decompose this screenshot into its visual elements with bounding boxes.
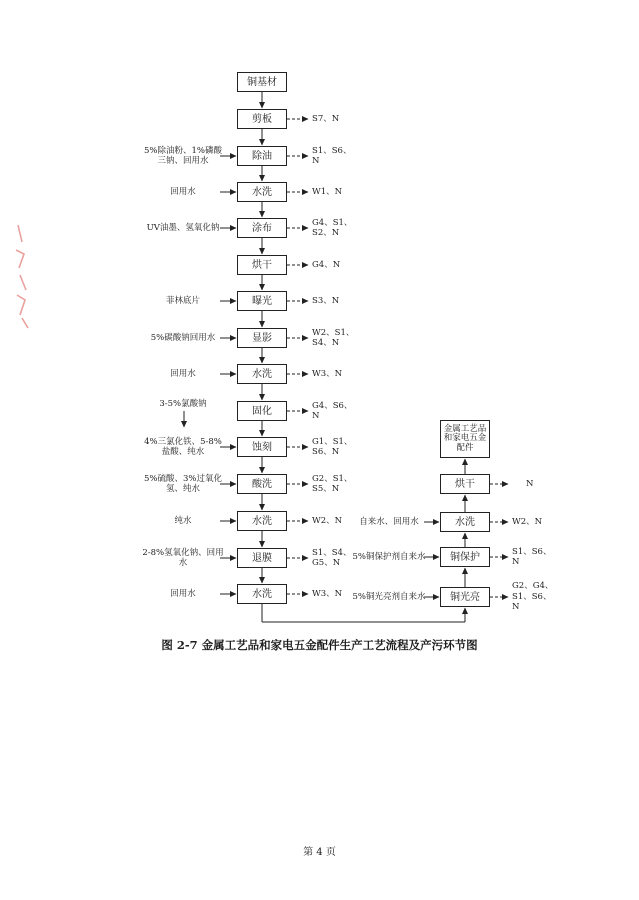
input-materials: 5%铜保护剂自来水	[352, 551, 426, 562]
main-step-box	[237, 474, 287, 494]
main-step-box	[237, 182, 287, 202]
pollutant-output: W1、N	[312, 186, 343, 197]
pollutant-output: S3、N	[312, 295, 340, 306]
step-label: 水洗	[252, 588, 272, 600]
step-label: 水洗	[252, 186, 272, 198]
step-label: 铜基材	[247, 76, 277, 88]
step-label: 曝光	[252, 295, 272, 307]
main-step-box	[237, 401, 287, 421]
pollutant-output: W2、N	[312, 515, 343, 526]
step-label: 酸洗	[252, 478, 272, 490]
pollutant-output: S7、N	[312, 113, 340, 124]
input-materials: 2-8%氢氧化钠、回用水	[142, 547, 224, 569]
step-label: 剪板	[252, 113, 272, 125]
pollutant-output: N	[526, 478, 534, 489]
input-materials: 5%碳酸钠回用水	[150, 332, 216, 343]
pollutant-output: S1、S4、G5、N	[312, 547, 352, 569]
main-step-box	[237, 364, 287, 384]
step-label: 退膜	[252, 552, 272, 564]
pollutant-output: G4、N	[312, 259, 341, 270]
input-materials: 5%铜光亮剂自来水	[352, 591, 426, 602]
step-label: 固化	[252, 405, 272, 417]
right-step-box	[440, 512, 490, 532]
input-materials: 3-5%氯酸钠	[159, 399, 207, 409]
input-materials: 回用水	[170, 368, 196, 379]
main-step-box	[237, 584, 287, 604]
pollutant-output: W3、N	[312, 368, 343, 379]
input-materials: 4%三氯化铁、5-8%盐酸、纯水	[144, 436, 222, 458]
step-label: 烘干	[455, 478, 475, 490]
main-step-box	[237, 72, 287, 92]
main-step-box	[237, 109, 287, 129]
input-materials: 菲林底片	[165, 295, 200, 306]
input-materials: 回用水	[170, 588, 196, 599]
right-step-box	[440, 587, 490, 607]
input-materials: 纯水	[174, 515, 192, 526]
step-label: 蚀刻	[252, 441, 272, 453]
pollutant-output: G2、G4、S1、S6、N	[512, 581, 554, 613]
pollutant-output: G4、S6、N	[312, 400, 353, 422]
main-step-box	[237, 511, 287, 531]
main-step-box	[237, 291, 287, 311]
pollutant-output: S1、S6、N	[512, 546, 552, 568]
step-label: 涂布	[252, 222, 272, 234]
pollutant-output: W3、N	[312, 588, 343, 599]
right-step-box	[440, 474, 490, 494]
input-materials: 5%硫酸、3%过氧化氢、纯水	[144, 473, 222, 495]
step-label: 水洗	[252, 368, 272, 380]
step-label: 烘干	[252, 259, 272, 271]
final-product-box	[440, 420, 490, 458]
step-label: 铜光亮	[450, 591, 480, 603]
main-step-box	[237, 255, 287, 275]
pollutant-output: W2、N	[512, 516, 543, 527]
main-step-box	[237, 328, 287, 348]
step-label: 水洗	[252, 515, 272, 527]
input-materials: 5%除油粉、1%磷酸三钠、回用水	[144, 145, 222, 167]
main-step-box	[237, 437, 287, 457]
step-label: 除油	[252, 150, 272, 162]
page-number: 第 4 页	[303, 847, 336, 858]
input-materials: 自来水、回用水	[359, 516, 419, 527]
pollutant-output: G4、S1、S2、N	[312, 217, 353, 239]
pollutant-output: G2、S1、S5、N	[312, 473, 353, 495]
red-stamp-mark	[10, 220, 40, 330]
main-step-box	[237, 146, 287, 166]
product-label: 金属工艺品和家电五金配件	[443, 423, 487, 453]
input-materials: 回用水	[170, 186, 196, 197]
figure-caption: 图 2-7 金属工艺品和家电五金配件生产工艺流程及产污环节图	[161, 638, 478, 652]
pollutant-output: S1、S6、N	[312, 145, 352, 167]
step-label: 显影	[252, 332, 272, 344]
main-step-box	[237, 548, 287, 568]
main-step-box	[237, 218, 287, 238]
step-label: 铜保护	[450, 551, 480, 563]
input-materials: UV油墨、氢氧化钠	[146, 222, 220, 233]
right-step-box	[440, 547, 490, 567]
step-label: 水洗	[455, 516, 475, 528]
pollutant-output: G1、S1、S6、N	[312, 436, 353, 458]
pollutant-output: W2、S1、S4、N	[312, 327, 355, 349]
